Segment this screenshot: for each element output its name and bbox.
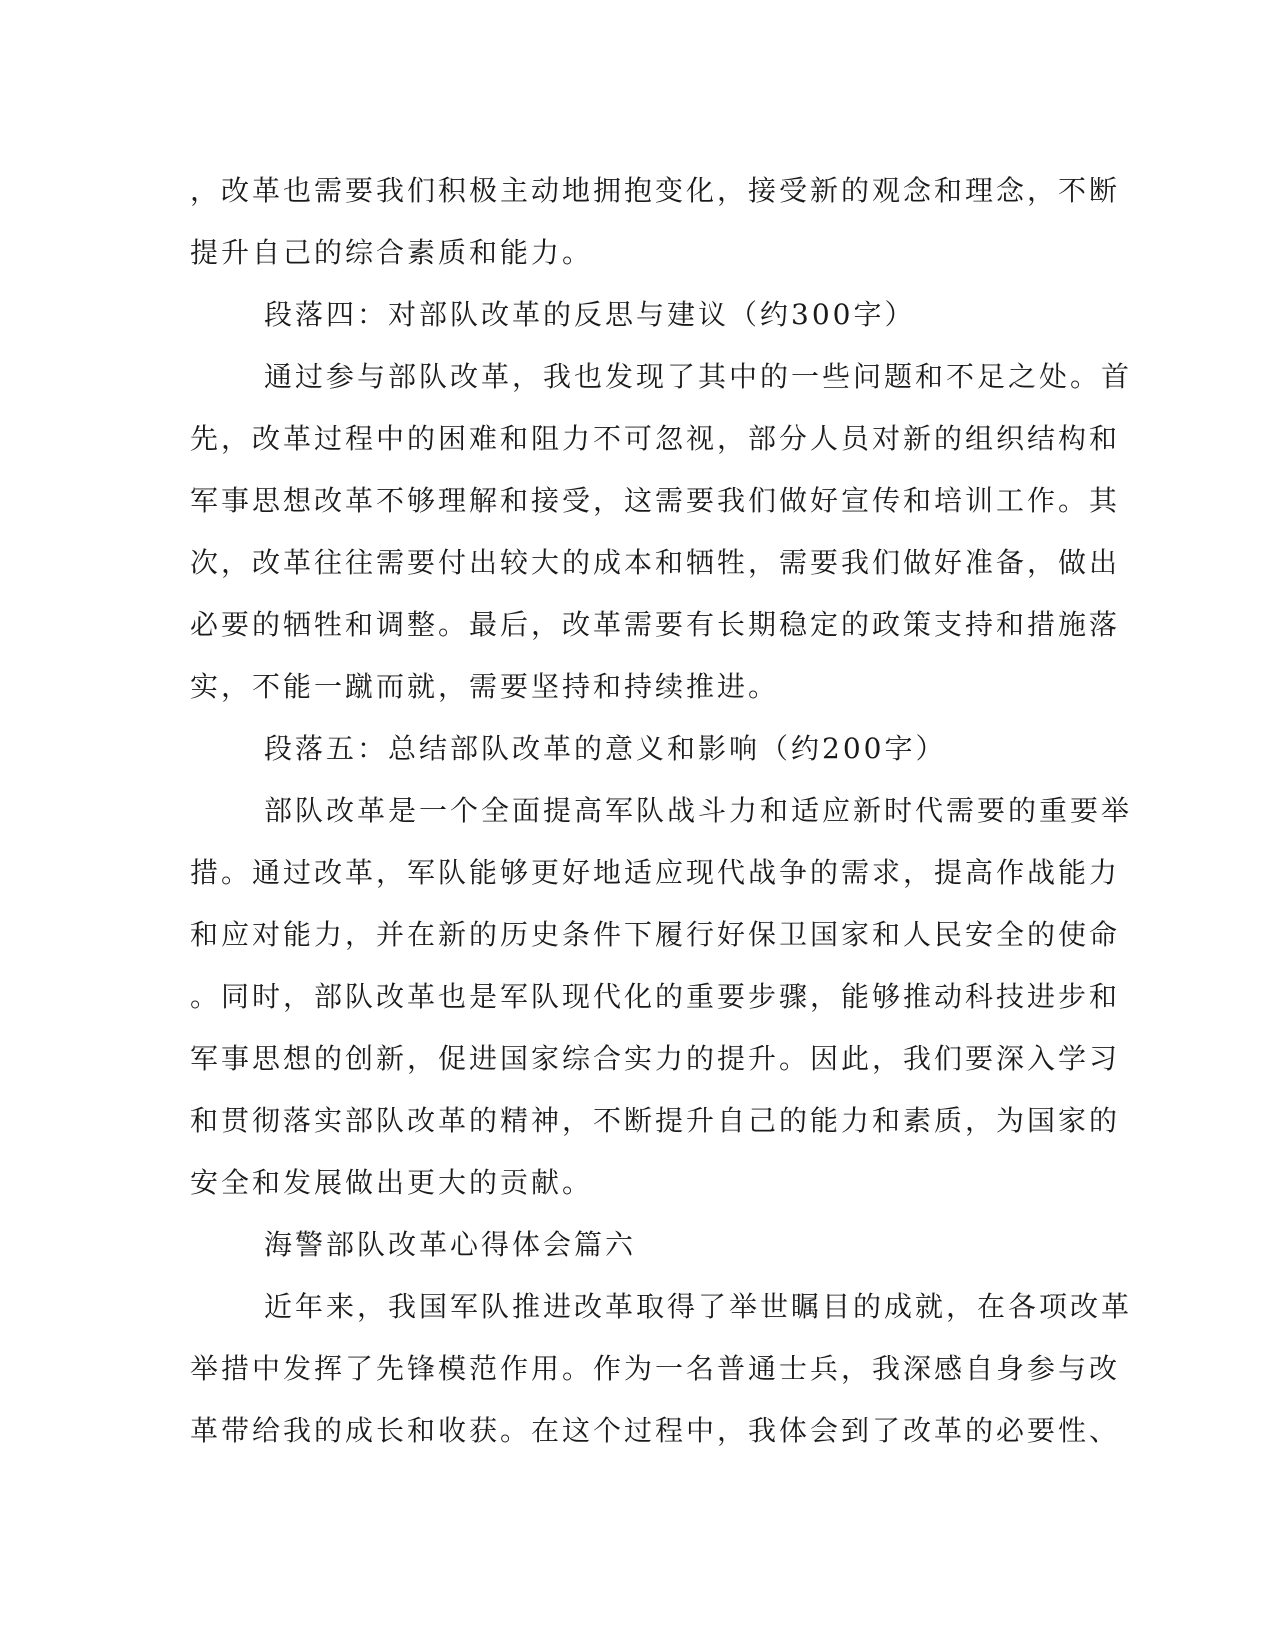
article-title-6	[190, 1214, 1080, 1276]
text-line: 提升自己的综合素质和能力。	[190, 236, 594, 269]
paragraph-intro	[190, 1276, 1133, 1462]
document-body	[190, 160, 1133, 1462]
text-line: 和贯彻落实部队改革的精神，不断提升自己的能力和素质，为国家的	[190, 1104, 1121, 1137]
text-line: 次，改革往往需要付出较大的成本和牺牲，需要我们做好准备，做出	[190, 546, 1121, 579]
text-line: 举措中发挥了先锋模范作用。作为一名普通士兵，我深感自身参与改	[190, 1352, 1121, 1385]
text-line: 军事思想改革不够理解和接受，这需要我们做好宣传和培训工作。其	[190, 484, 1121, 517]
heading-line: 段落五：总结部队改革的意义和影响（约200字）	[264, 732, 947, 765]
section-heading-4	[190, 284, 1080, 346]
text-line: 安全和发展做出更大的贡献。	[190, 1166, 594, 1199]
heading-line: 段落四：对部队改革的反思与建议（约300字）	[264, 298, 916, 331]
text-line: 先，改革过程中的困难和阻力不可忽视，部分人员对新的组织结构和	[190, 422, 1121, 455]
section-heading-5	[190, 718, 1080, 780]
paragraph-continuation	[190, 160, 1121, 284]
paragraph-reflection	[190, 346, 1133, 718]
text-line: 通过参与部队改革，我也发现了其中的一些问题和不足之处。首	[264, 360, 1133, 393]
text-line: ，改革也需要我们积极主动地拥抱变化，接受新的观念和理念，不断	[190, 174, 1121, 207]
text-line: 。同时，部队改革也是军队现代化的重要步骤，能够推动科技进步和	[190, 980, 1121, 1013]
text-line: 部队改革是一个全面提高军队战斗力和适应新时代需要的重要举	[264, 794, 1133, 827]
text-line: 措。通过改革，军队能够更好地适应现代战争的需求，提高作战能力	[190, 856, 1121, 889]
text-line: 革带给我的成长和收获。在这个过程中，我体会到了改革的必要性、	[190, 1414, 1121, 1447]
heading-line: 海警部队改革心得体会篇六	[264, 1228, 637, 1261]
text-line: 必要的牺牲和调整。最后，改革需要有长期稳定的政策支持和措施落	[190, 608, 1121, 641]
text-line: 和应对能力，并在新的历史条件下履行好保卫国家和人民安全的使命	[190, 918, 1121, 951]
paragraph-summary	[190, 780, 1133, 1214]
text-line: 实，不能一蹴而就，需要坚持和持续推进。	[190, 670, 780, 703]
text-line: 军事思想的创新，促进国家综合实力的提升。因此，我们要深入学习	[190, 1042, 1121, 1075]
text-line: 近年来，我国军队推进改革取得了举世瞩目的成就，在各项改革	[264, 1290, 1133, 1323]
